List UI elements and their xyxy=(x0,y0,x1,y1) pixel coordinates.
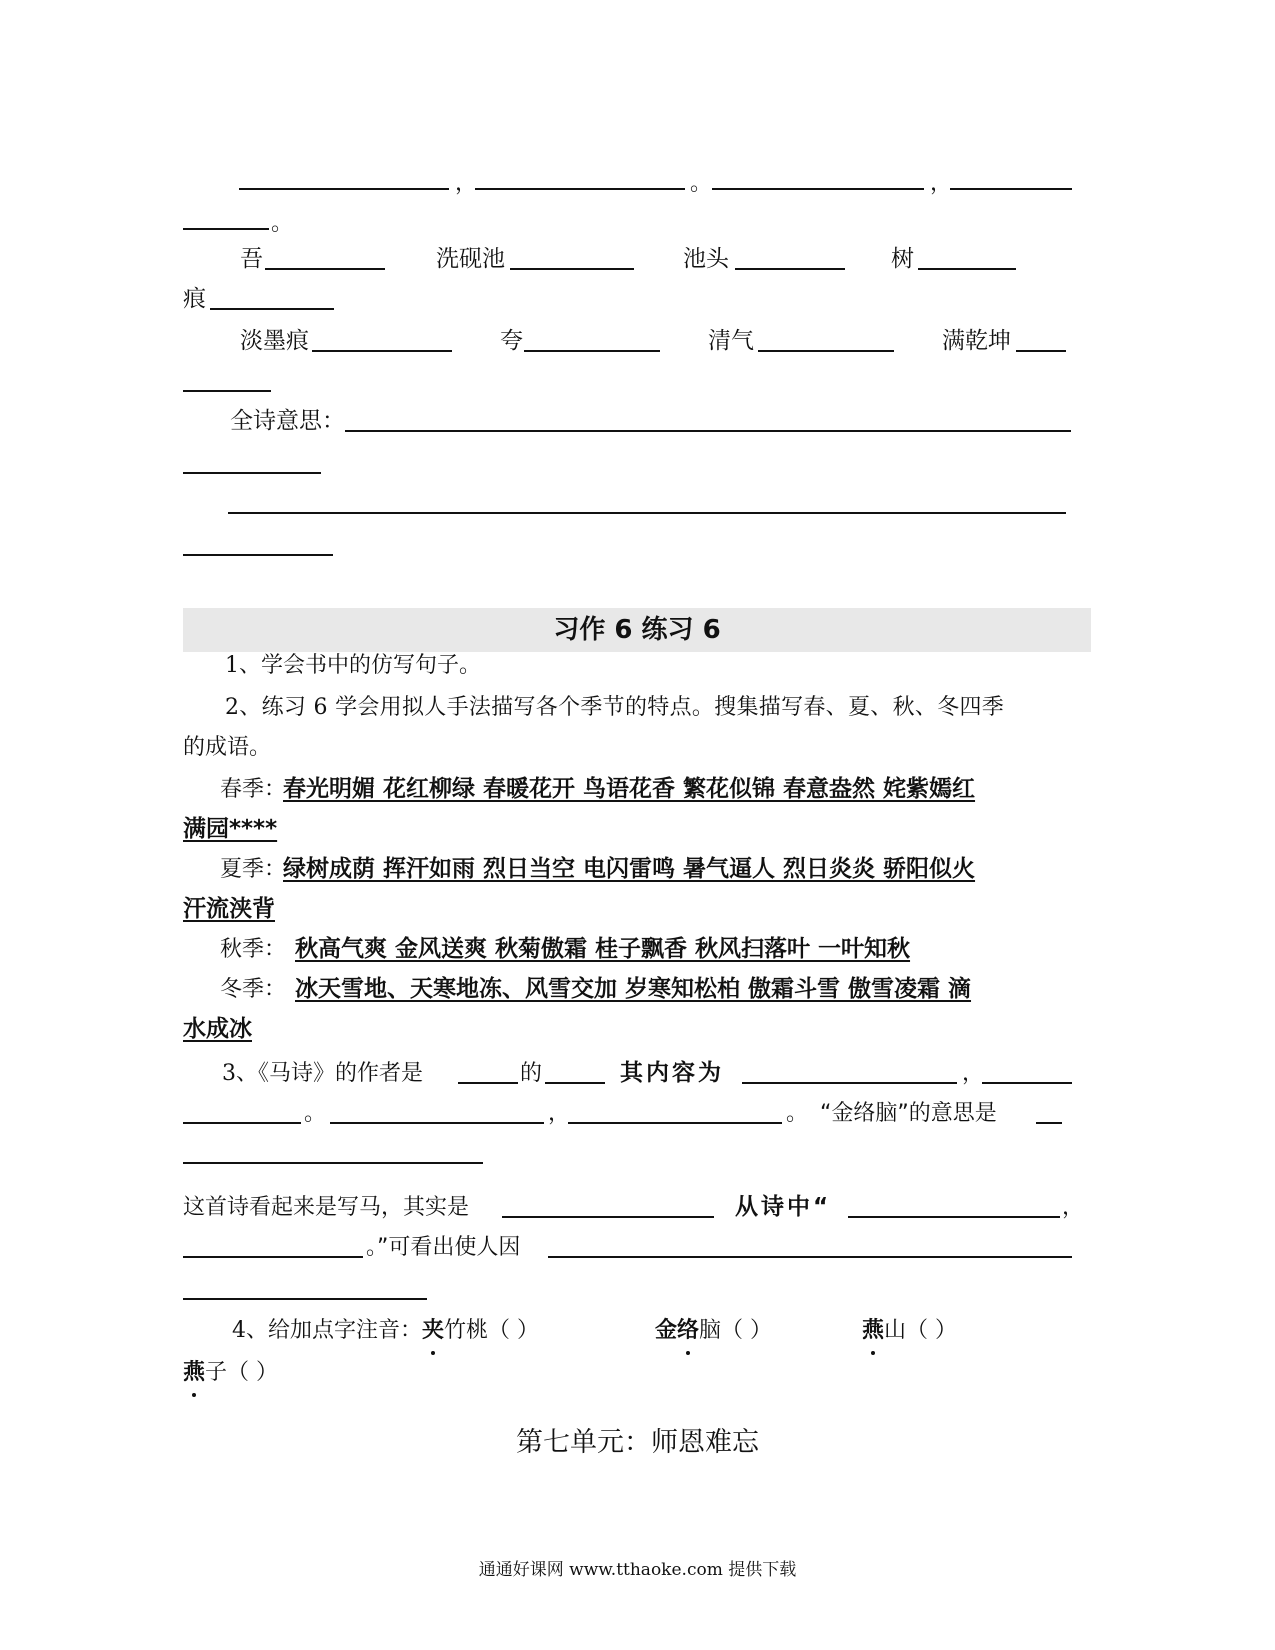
blank-line[interactable] xyxy=(458,1080,518,1084)
blank-line[interactable] xyxy=(545,1080,605,1084)
blank-line[interactable] xyxy=(742,1080,957,1084)
blank-line[interactable] xyxy=(1036,1120,1062,1124)
blank-line[interactable] xyxy=(712,186,924,190)
blank-line[interactable] xyxy=(568,1120,782,1124)
section-header xyxy=(183,608,1091,652)
punct: 。 xyxy=(304,1101,327,1126)
blank-line[interactable] xyxy=(848,1214,1060,1218)
word-label: 洗砚池 xyxy=(436,246,505,272)
blank-line[interactable] xyxy=(758,348,894,352)
blank-line[interactable] xyxy=(183,1296,427,1300)
meaning-label: 全诗意思： xyxy=(230,408,345,434)
blank-line[interactable] xyxy=(502,1214,714,1218)
blank-line[interactable] xyxy=(918,266,1016,270)
word-label: 满乾坤 xyxy=(942,328,1011,354)
word-label: 夸 xyxy=(500,328,523,354)
blank-line[interactable] xyxy=(1016,348,1066,352)
blank-line[interactable] xyxy=(265,266,385,270)
from-poem-label: 从诗中“ xyxy=(735,1194,832,1220)
item-3-prefix: 3、《马诗》的作者是 xyxy=(222,1061,423,1086)
blank-line[interactable] xyxy=(312,348,452,352)
jinluonao-label: “金络脑”的意思是 xyxy=(820,1101,997,1126)
blank-line[interactable] xyxy=(183,388,271,392)
item-4-word3 xyxy=(862,1314,957,1348)
item-3-content-label: 其内容为 xyxy=(620,1060,724,1086)
dotted-char: 络 xyxy=(677,1314,699,1348)
blank-line[interactable] xyxy=(510,266,634,270)
blank-line[interactable] xyxy=(982,1080,1072,1084)
summer-label: 夏季： xyxy=(220,857,287,882)
pinyin-blank[interactable]: 山（ ） xyxy=(884,1318,958,1343)
dotted-char: 夹 xyxy=(422,1314,444,1348)
punct: ， xyxy=(930,171,953,196)
word-label: 树 xyxy=(891,246,914,272)
word-label: 清气 xyxy=(708,328,754,354)
winter-idioms: 冰天雪地、天寒地冻、风雪交加 岁寒知松柏 傲霜斗雪 傲雪凌霜 滴 xyxy=(295,976,972,1002)
word-label: 淡墨痕 xyxy=(240,328,309,354)
blank-line[interactable] xyxy=(239,186,449,190)
pinyin-blank[interactable]: 子（ ） xyxy=(205,1360,279,1385)
item-3-line3-prefix: 这首诗看起来是写马，其实是 xyxy=(183,1195,470,1220)
item-3-de: 的 xyxy=(520,1061,543,1086)
item-4-word4 xyxy=(183,1356,278,1390)
char: 金 xyxy=(655,1318,678,1343)
blank-line[interactable] xyxy=(183,226,269,230)
blank-line[interactable] xyxy=(735,266,845,270)
summer-idioms: 绿树成荫 挥汗如雨 烈日当空 电闪雷鸣 暑气逼人 烈日炎炎 骄阳似火 xyxy=(283,856,976,882)
blank-line[interactable] xyxy=(183,1160,483,1164)
item-2-line1: 2、练习 6 学会用拟人手法描写各个季节的特点。搜集描写春、夏、秋、冬四季 xyxy=(225,695,1005,720)
blank-line[interactable] xyxy=(210,306,334,310)
summer-idioms-cont: 汗流浃背 xyxy=(183,896,275,922)
blank-line[interactable] xyxy=(345,428,1071,432)
pinyin-blank[interactable]: 脑（ ） xyxy=(699,1318,773,1343)
word-label: 痕 xyxy=(183,286,206,312)
blank-line[interactable] xyxy=(183,1254,363,1258)
item-1: 1、学会书中的仿写句子。 xyxy=(225,653,481,678)
punct: ， xyxy=(548,1101,571,1126)
blank-line[interactable] xyxy=(548,1254,1072,1258)
word-label: 吾 xyxy=(240,246,263,272)
blank-line[interactable] xyxy=(330,1120,544,1124)
punct: ， xyxy=(962,1061,985,1086)
punct: 。 xyxy=(786,1101,809,1126)
winter-label: 冬季： xyxy=(220,977,287,1002)
quote-end-label: 。”可看出使人因 xyxy=(366,1235,521,1260)
spring-idioms: 春光明媚 花红柳绿 春暖花开 鸟语花香 繁花似锦 春意盎然 姹紫嫣红 xyxy=(283,776,976,802)
autumn-label: 秋季： xyxy=(220,937,287,962)
item-2-line2: 的成语。 xyxy=(183,735,272,760)
blank-line[interactable] xyxy=(183,552,333,556)
pinyin-blank[interactable]: 竹桃（ ） xyxy=(444,1318,540,1343)
blank-line[interactable] xyxy=(228,510,1066,514)
dotted-char: 燕 xyxy=(183,1356,205,1390)
blank-line[interactable] xyxy=(524,348,660,352)
winter-idioms-cont: 水成冰 xyxy=(183,1016,252,1042)
item-4-prefix: 4、给加点字注音： xyxy=(232,1318,422,1343)
punct: 。 xyxy=(690,171,713,196)
autumn-idioms: 秋高气爽 金风送爽 秋菊傲霜 桂子飘香 秋风扫落叶 一叶知秋 xyxy=(295,936,911,962)
blank-line[interactable] xyxy=(950,186,1072,190)
footer: 通通好课网 www.tthaoke.com 提供下载 xyxy=(478,1560,797,1580)
item-4-line1 xyxy=(232,1314,539,1348)
item-4-word2 xyxy=(655,1314,772,1348)
punct: ， xyxy=(1062,1195,1085,1220)
section-title: 习作 6 练习 6 xyxy=(553,615,721,645)
blank-line[interactable] xyxy=(183,1120,301,1124)
unit-title: 第七单元：师恩难忘 xyxy=(516,1427,759,1458)
blank-line[interactable] xyxy=(475,186,685,190)
spring-label: 春季： xyxy=(220,777,287,802)
punct: ， xyxy=(455,171,478,196)
punct: 。 xyxy=(271,211,294,236)
dotted-char: 燕 xyxy=(862,1314,884,1348)
spring-idioms-cont: 满园**** xyxy=(183,816,278,842)
blank-line[interactable] xyxy=(183,470,321,474)
word-label: 池头 xyxy=(683,246,729,272)
